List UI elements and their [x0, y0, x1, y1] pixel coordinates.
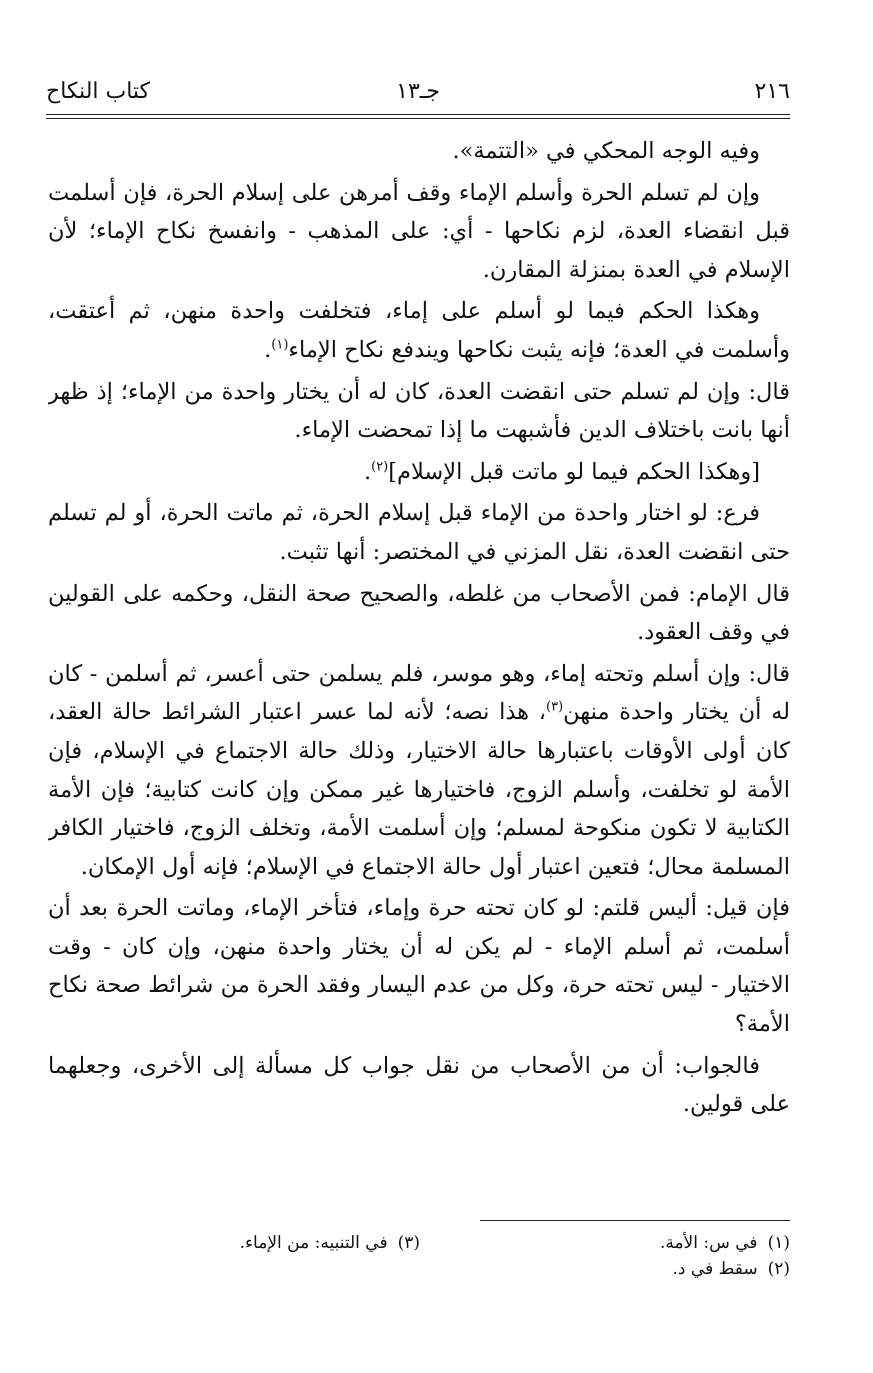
page-number: ٢١٦ [754, 79, 790, 104]
volume-label: جـ١٣ [396, 79, 440, 104]
footnote-text: في التنبيه: من الإماء. [239, 1233, 388, 1253]
footnote [240, 1230, 420, 1256]
paragraph: قال الإمام: فمن الأصحاب من غلطه، والصحيح صحة النقل، وحكمه على القولين في وقف العقود. [48, 580, 790, 646]
footnote-number: (١) [767, 1233, 790, 1253]
footnote-text: سقط في د. [672, 1259, 758, 1279]
footnote [660, 1230, 790, 1256]
paragraph: قال: وإن لم تسلم حتى انقضت العدة، كان له أن يختار واحدة من الإماء؛ إذ ظهر أنها بانت باختلاف الدين فأشبهت ما إذا تمحضت الإماء. [48, 378, 790, 444]
main-text [48, 132, 790, 1194]
footnote-ref: (١) [271, 337, 289, 353]
paragraph: قال: وإن أسلم وتحته إماء، وهو موسر، فلم يسلمن حتى أعسر، ثم أسلمن - كان له أن يختار واحدة منهن$^{(٣)}$، هذا نصه؛ لأنه لما عسر اعتبار الشرائط حالة العقد، كان أولى الأوقات باعتبارها حالة الاختيار، وذلك حالة الاجتماع في الإسلام، فإن الأمة لو تخلفت، وأسلم الزوج، فاختيارها غير ممكن وإن كانت كتابية؛ فإن الأمة الكتابية لا تكون منكوحة لمسلم؛ وإن أسلمت الأمة، وتخلف الزوج، فاختيار الكافر المسلمة محال؛ فتعين اعتبار أول حالة الاجتماع في الإسلام؛ فإنه أول الإمكان. [48, 660, 790, 880]
footnote-rule [480, 1220, 790, 1221]
footnote [673, 1256, 790, 1282]
footnote-ref: (٣) [546, 699, 564, 715]
footnote-text: في س: الأمة. [659, 1233, 758, 1253]
footnote-ref: (٢) [371, 459, 389, 475]
paragraph: فرع: لو اختار واحدة من الإماء قبل إسلام الحرة، ثم ماتت الحرة، أو لم تسلم حتى انقضت العدة، نقل المزني في المختصر: أنها تثبت. [48, 500, 790, 565]
footnote-number: (٢) [767, 1259, 790, 1279]
paragraph: وهكذا الحكم فيما لو أسلم على إماء، فتخلفت واحدة منهن، ثم أعتقت، وأسلمت في العدة؛ فإنه يثبت نكاحها ويندفع نكاح الإماء$^{(١)}$. [48, 298, 790, 363]
paragraph: فإن قيل: أليس قلتم: لو كان تحته حرة وإماء، فتأخر الإماء، وماتت الحرة بعد أن أسلمت، ثم أسلم الإماء - لم يكن له أن يختار واحدة منهن، وإن كان - وقت الاختيار - ليس تحته حرة، وكل من عدم اليسار وفقد الحرة من شرائط صحة نكاح الأمة؟ [48, 895, 790, 1038]
paragraph: وإن لم تسلم الحرة وأسلم الإماء وقف أمرهن على إسلام الحرة، فإن أسلمت قبل انقضاء العدة، لزم نكاحها - أي: على المذهب - وانفسخ نكاح الإماء؛ لأن الإسلام في العدة بمنزلة المقارن. [48, 179, 790, 283]
running-head [46, 74, 790, 110]
paragraph: [وهكذا الحكم فيما لو ماتت قبل الإسلام]$^{(٢)}$. [363, 458, 760, 485]
footnote-number: (٣) [397, 1233, 420, 1253]
paragraph: فالجواب: أن من الأصحاب من نقل جواب كل مسألة إلى الأخرى، وجعلهما على قولين. [48, 1052, 790, 1118]
footnotes [46, 1230, 790, 1310]
book-title: كتاب النكاح [46, 79, 151, 104]
header-rule [46, 114, 790, 119]
paragraph: وفيه الوجه المحكي في «التتمة». [452, 138, 760, 164]
